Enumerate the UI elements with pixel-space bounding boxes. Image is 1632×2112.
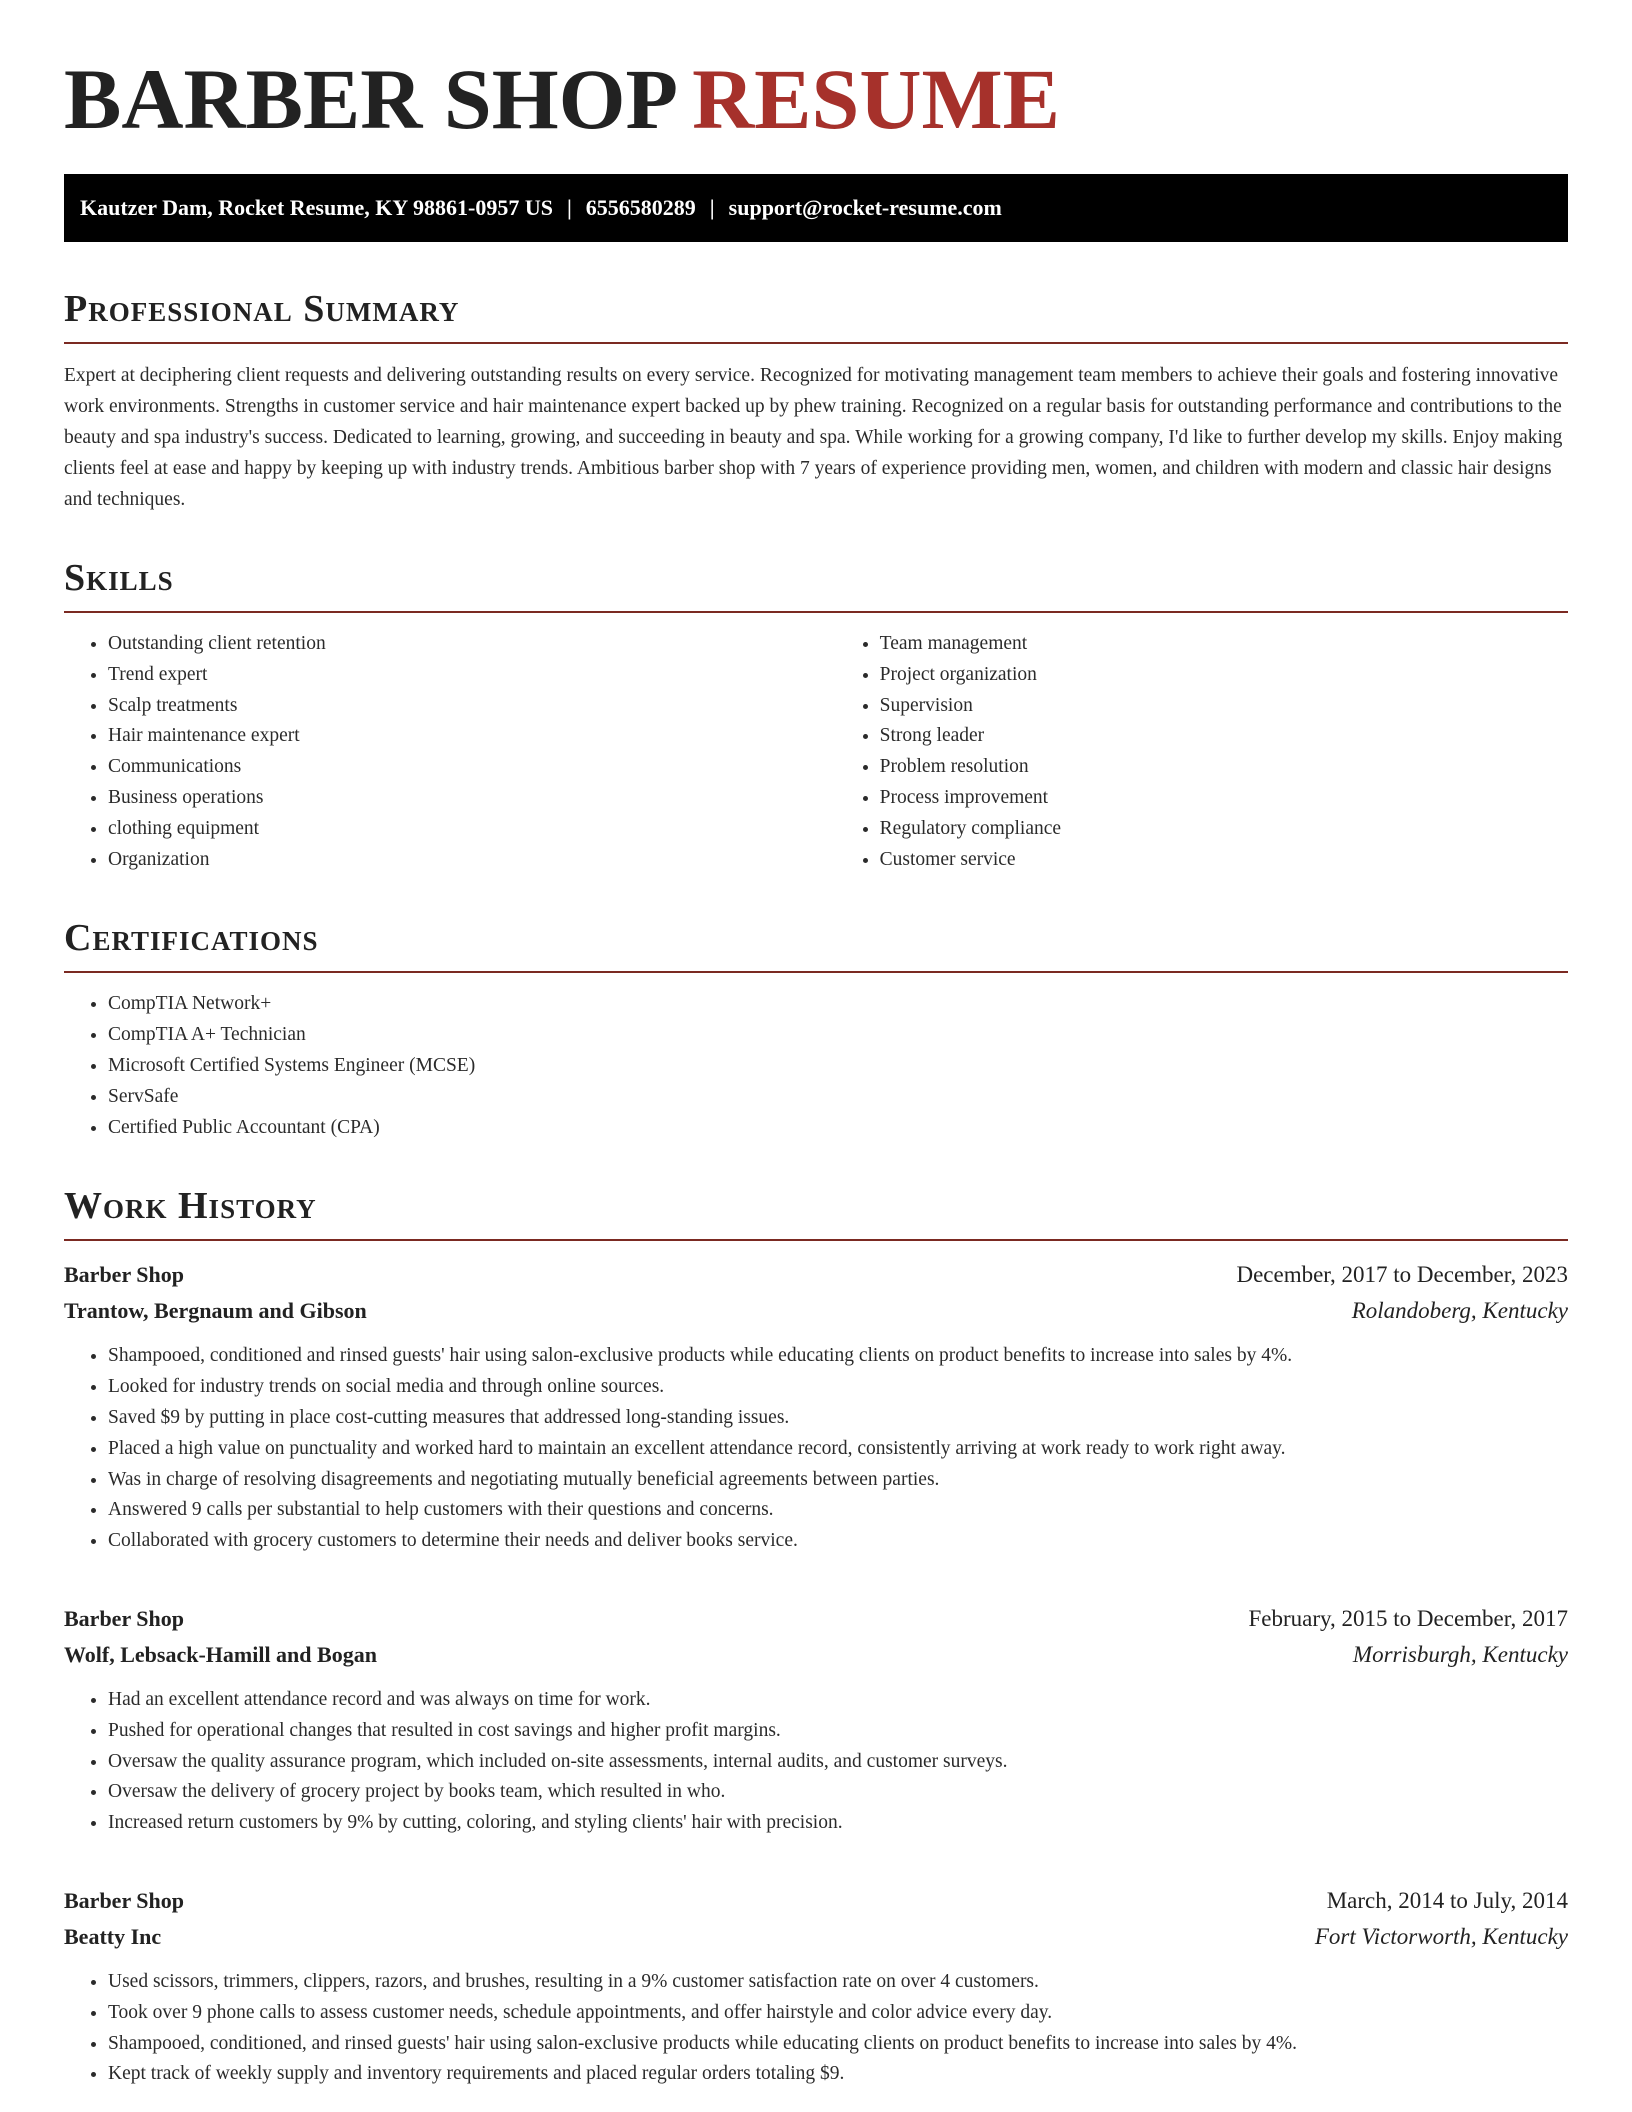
job-header-row [64, 1883, 1568, 1919]
skills-list-left [64, 629, 836, 875]
job-company-row [64, 1919, 1568, 1955]
summary-heading: Professional Summary [64, 290, 1568, 344]
job-duty: • Had an excellent attendance record and was always on time for work. [108, 1685, 1568, 1716]
skill-item: • Project organization [880, 660, 1568, 691]
job-duty: • Increased return customers by 9% by cutting, coloring, and styling clients' hair with precision. [108, 1808, 1568, 1839]
contact-email: support@rocket-resume.com [728, 195, 1002, 220]
job-company: Trantow, Bergnaum and Gibson [64, 1298, 367, 1324]
job-title: Barber Shop [64, 1262, 185, 1288]
job-duty: • Used scissors, trimmers, clippers, razors, and brushes, resulting in a 9% customer satisfaction rate on over 4 customers. [108, 1967, 1568, 1998]
job-location: Rolandoberg, Kentucky [1351, 1298, 1568, 1324]
job-duty: • Answered 9 calls per substantial to help customers with their questions and concerns. [108, 1495, 1568, 1526]
skill-item: • Supervision [880, 691, 1568, 722]
title-main: BARBER SHOP [64, 51, 679, 147]
skill-item: • Outstanding client retention [108, 629, 836, 660]
certification-item: • Certified Public Accountant (CPA) [108, 1113, 1568, 1144]
skill-item: • Scalp treatments [108, 691, 836, 722]
job-duty: • Pushed for operational changes that resulted in cost savings and higher profit margins. [108, 1716, 1568, 1747]
skills-heading: Skills [64, 559, 1568, 613]
job-duty: • Oversaw the quality assurance program, which included on-site assessments, internal audits, and customer surveys. [108, 1747, 1568, 1778]
summary-text: Expert at deciphering client requests and delivering outstanding results on every service. Recognized for motivating management team members to achieve their goals and fostering innovative work environments. Strengths in customer service and hair maintenance expert backed up by phew training. Recognized on a regular basis for outstanding performance and contributions to the beauty and spa industry's success. Dedicated to learning, growing, and succeeding in beauty and spa. While working for a growing company, I'd like to further develop my skills. Enjoy making clients feel at ease and happy by keeping up with industry trends. Ambitious barber shop with 7 years of experience providing men, women, and children with modern and classic hair designs and techniques. [64, 365, 1563, 510]
skill-item: • Organization [108, 845, 836, 876]
certification-item: • CompTIA A+ Technician [108, 1020, 1568, 1051]
certification-item: • ServSafe [108, 1082, 1568, 1113]
job-header-row [64, 1257, 1568, 1293]
job-duties-list [64, 1341, 1568, 1557]
job-entry [64, 1601, 1568, 1839]
job-location: Fort Victorworth, Kentucky [1314, 1923, 1568, 1949]
contact-address: Kautzer Dam, Rocket Resume, KY 98861-0957 US [80, 195, 553, 220]
title-accent: RESUME [692, 51, 1060, 147]
skill-item: • clothing equipment [108, 814, 836, 845]
job-company-row [64, 1293, 1568, 1329]
certification-item: • Microsoft Certified Systems Engineer (MCSE) [108, 1051, 1568, 1082]
work-history-heading: Work History [64, 1187, 1568, 1241]
job-dates: December, 2017 to December, 2023 [1236, 1262, 1568, 1288]
skill-item: • Hair maintenance expert [108, 721, 836, 752]
job-duty: • Kept track of weekly supply and inventory requirements and placed regular orders totaling $9. [108, 2059, 1568, 2090]
job-duty: • Saved $9 by putting in place cost-cutting measures that addressed long-standing issues. [108, 1403, 1568, 1434]
job-duty: • Placed a high value on punctuality and worked hard to maintain an excellent attendance record, consistently arriving at work ready to work right away. [108, 1434, 1568, 1465]
skill-item: • Strong leader [880, 721, 1568, 752]
skill-item: • Business operations [108, 783, 836, 814]
job-dates: February, 2015 to December, 2017 [1248, 1605, 1568, 1631]
skills-grid [64, 629, 1568, 875]
job-duty: • Collaborated with grocery customers to determine their needs and deliver books service. [108, 1526, 1568, 1557]
job-company-row [64, 1637, 1568, 1673]
page-title [64, 51, 1568, 154]
job-title: Barber Shop [64, 1605, 185, 1631]
job-duty: • Shampooed, conditioned and rinsed guests' hair using salon-exclusive products while educating clients on product benefits to increase into sales by 4%. [108, 1341, 1568, 1372]
skill-item: • Customer service [880, 845, 1568, 876]
job-header-row [64, 1601, 1568, 1637]
contact-phone: 6556580289 [585, 195, 696, 220]
job-duty: • Was in charge of resolving disagreements and negotiating mutually beneficial agreements between parties. [108, 1465, 1568, 1496]
contact-separator: | [709, 195, 715, 220]
skill-item: • Process improvement [880, 783, 1568, 814]
job-duty: • Looked for industry trends on social media and through online sources. [108, 1372, 1568, 1403]
contact-bar [64, 174, 1568, 242]
job-company: Beatty Inc [64, 1923, 162, 1949]
job-location: Morrisburgh, Kentucky [1352, 1641, 1568, 1667]
skill-item: • Communications [108, 752, 836, 783]
job-duties-list [64, 1685, 1568, 1839]
certifications-heading: Certifications [64, 919, 1568, 973]
job-duties-list [64, 1967, 1568, 2090]
certification-item: • CompTIA Network+ [108, 989, 1568, 1020]
job-title: Barber Shop [64, 1887, 185, 1913]
job-duty: • Shampooed, conditioned, and rinsed guests' hair using salon-exclusive products while educating clients on product benefits to increase into sales by 4%. [108, 2029, 1568, 2060]
skills-list-right [836, 629, 1568, 875]
job-entry [64, 1883, 1568, 2090]
job-duty: • Took over 9 phone calls to assess customer needs, schedule appointments, and offer hairstyle and color advice every day. [108, 1998, 1568, 2029]
contact-separator: | [566, 195, 572, 220]
job-entry [64, 1257, 1568, 1557]
skill-item: • Trend expert [108, 660, 836, 691]
job-dates: March, 2014 to July, 2014 [1326, 1887, 1568, 1913]
skill-item: • Regulatory compliance [880, 814, 1568, 845]
skill-item: • Problem resolution [880, 752, 1568, 783]
skill-item: • Team management [880, 629, 1568, 660]
job-duty: • Oversaw the delivery of grocery project by books team, which resulted in who. [108, 1777, 1568, 1808]
job-company: Wolf, Lebsack-Hamill and Bogan [64, 1641, 377, 1667]
certifications-list [64, 989, 1568, 1143]
